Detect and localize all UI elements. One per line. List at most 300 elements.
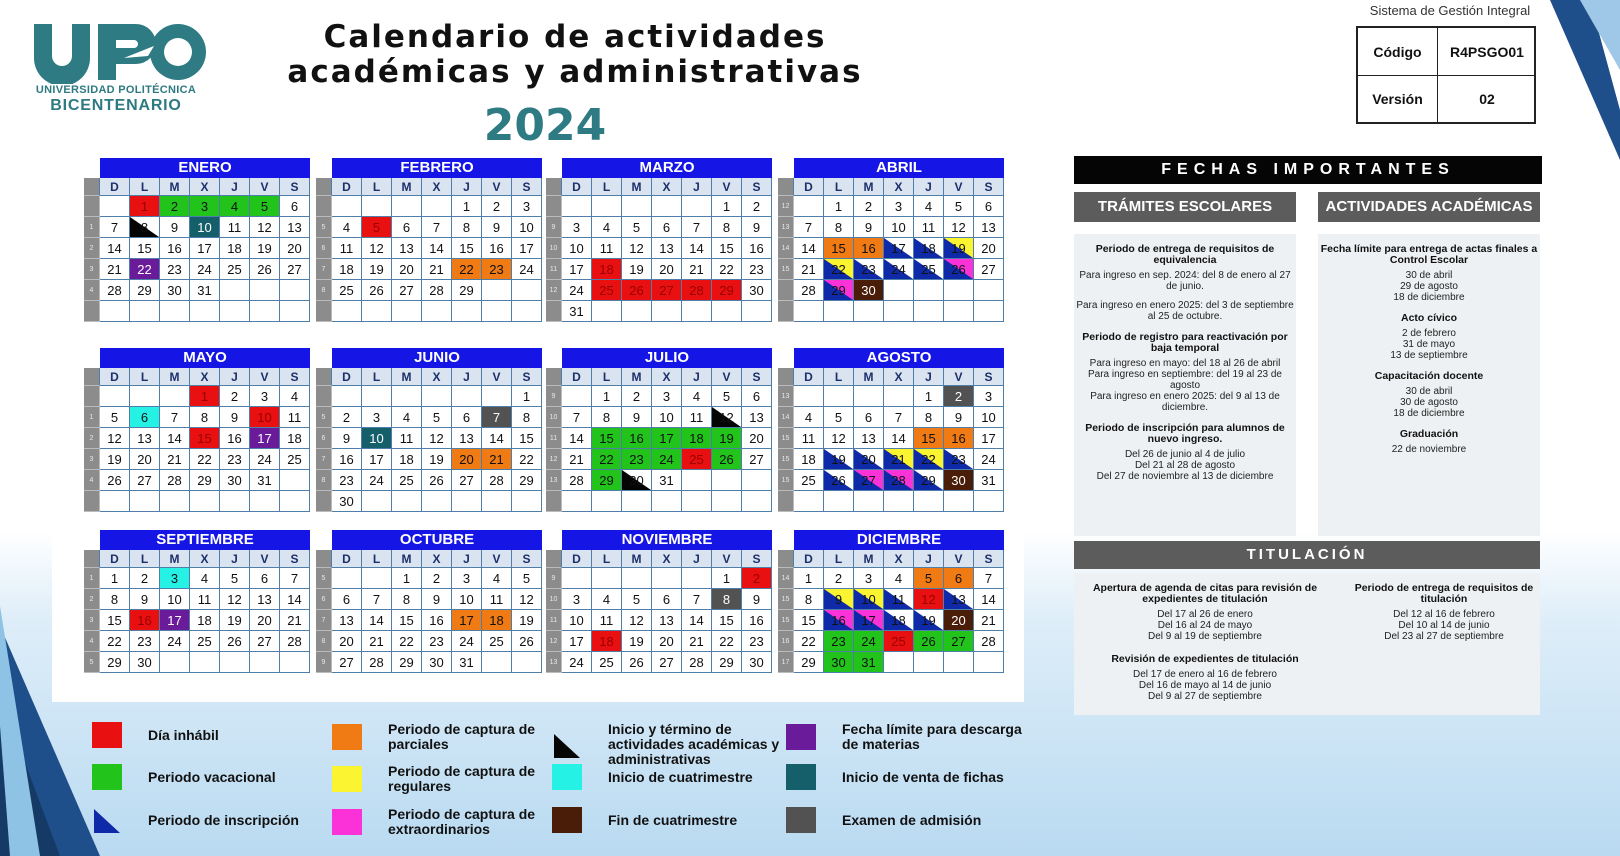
calendar-empty-cell <box>794 386 824 407</box>
day-number: 10 <box>459 591 474 607</box>
calendar-day <box>824 470 854 491</box>
titulacion-header: TITULACIÓN <box>1074 541 1540 569</box>
month-title: DICIEMBRE <box>794 530 1004 550</box>
calendar-day <box>422 217 452 238</box>
day-number: 7 <box>692 219 701 235</box>
day-number: 8 <box>200 409 209 425</box>
calendar-day <box>280 428 310 449</box>
calendar-day <box>742 449 772 470</box>
calendar-day <box>160 568 190 589</box>
calendar-day <box>130 589 160 610</box>
weekday-header: S <box>742 368 772 386</box>
entry-line: 22 de noviembre <box>1391 444 1467 455</box>
calendar-day <box>160 631 190 652</box>
tramites-header: TRÁMITES ESCOLARES <box>1074 192 1296 222</box>
day-number: 21 <box>429 261 444 277</box>
calendar-day <box>712 568 742 589</box>
day-number: 28 <box>981 633 996 649</box>
day-number: 18 <box>599 633 614 649</box>
calendar-day <box>622 259 652 280</box>
day-number: 28 <box>489 472 504 488</box>
day-number: 4 <box>602 219 611 235</box>
week-number: 5 <box>84 652 100 673</box>
calendar-day <box>742 610 772 631</box>
day-number: 9 <box>954 409 963 425</box>
calendar-empty-cell <box>652 301 682 322</box>
day-number: 3 <box>200 198 209 214</box>
legend-label: Examen de admisión <box>842 811 982 828</box>
weekday-header: D <box>100 368 130 386</box>
calendar-day <box>452 568 482 589</box>
month-enero <box>84 158 310 322</box>
calendar-day <box>452 407 482 428</box>
day-number: 27 <box>257 633 272 649</box>
week-number: 8 <box>316 631 332 652</box>
calendar-day <box>652 470 682 491</box>
calendar-day <box>712 610 742 631</box>
calendar-day <box>854 259 884 280</box>
calendar-day <box>944 610 974 631</box>
calendar-day <box>482 470 512 491</box>
week-number-header <box>546 550 562 568</box>
day-number: 2 <box>492 198 501 214</box>
day-number: 11 <box>227 219 242 235</box>
calendar-empty-cell <box>914 280 944 301</box>
calendar-day <box>742 589 772 610</box>
day-number: 2 <box>632 388 641 404</box>
calendar-day <box>592 238 622 259</box>
calendar-day <box>220 238 250 259</box>
calendar-empty-cell <box>280 280 310 301</box>
day-number: 13 <box>749 409 764 425</box>
day-number: 11 <box>921 219 936 235</box>
calendar-day <box>944 470 974 491</box>
day-number: 9 <box>632 409 641 425</box>
weekday-header: L <box>824 178 854 196</box>
week-number: 10 <box>546 407 562 428</box>
month-agosto <box>778 348 1004 512</box>
calendar-day <box>130 449 160 470</box>
calendar-empty-cell <box>794 196 824 217</box>
calendar-day <box>512 238 542 259</box>
calendar-day <box>160 589 190 610</box>
calendar-day <box>854 407 884 428</box>
day-number: 31 <box>981 472 996 488</box>
week-number: 16 <box>778 631 794 652</box>
calendar-day <box>482 610 512 631</box>
week-number: 7 <box>316 449 332 470</box>
weekday-header: S <box>280 178 310 196</box>
calendar-day <box>824 217 854 238</box>
calendar-empty-cell <box>190 301 220 322</box>
calendar-day <box>130 652 160 673</box>
month-title: FEBRERO <box>332 158 542 178</box>
weekday-header: M <box>854 368 884 386</box>
day-number: 4 <box>290 388 299 404</box>
day-number: 6 <box>462 409 471 425</box>
day-number: 9 <box>170 219 179 235</box>
week-number: 4 <box>84 280 100 301</box>
calendar-day <box>512 610 542 631</box>
day-number: 20 <box>339 633 354 649</box>
calendar-day <box>220 407 250 428</box>
day-number: 13 <box>399 240 414 256</box>
day-number: 2 <box>342 409 351 425</box>
week-number <box>778 301 794 322</box>
weekday-header: J <box>220 550 250 568</box>
calendar-day <box>742 217 772 238</box>
calendar-empty-cell <box>712 301 742 322</box>
calendar-day <box>854 589 884 610</box>
weekday-header: V <box>712 368 742 386</box>
day-number: 19 <box>257 240 272 256</box>
day-number: 23 <box>167 261 182 277</box>
calendar-day <box>482 196 512 217</box>
day-number: 26 <box>921 633 936 649</box>
week-number: 17 <box>778 652 794 673</box>
week-number: 1 <box>84 407 100 428</box>
day-number: 5 <box>722 388 731 404</box>
day-number: 20 <box>861 451 876 467</box>
month-title: JULIO <box>562 348 772 368</box>
calendar-day <box>220 631 250 652</box>
calendar-empty-cell <box>130 491 160 512</box>
weekday-header: V <box>944 550 974 568</box>
calendar-day <box>794 407 824 428</box>
day-number: 28 <box>801 282 816 298</box>
calendar-day <box>362 449 392 470</box>
calendar-empty-cell <box>362 491 392 512</box>
day-number: 5 <box>632 219 641 235</box>
day-number: 15 <box>719 240 734 256</box>
calendar-day <box>332 491 362 512</box>
legend-item-regulares <box>332 764 578 794</box>
calendar-empty-cell <box>160 491 190 512</box>
calendar-empty-cell <box>332 301 362 322</box>
weekday-header: J <box>914 550 944 568</box>
week-number: 15 <box>778 589 794 610</box>
calendar-day <box>130 196 160 217</box>
calendar-day <box>742 196 772 217</box>
day-number: 28 <box>429 282 444 298</box>
day-number: 1 <box>462 198 471 214</box>
calendar-day <box>392 428 422 449</box>
day-number: 22 <box>459 261 474 277</box>
title-line2: académicas y administrativas <box>287 54 863 90</box>
day-number: 20 <box>749 430 764 446</box>
week-number <box>316 491 332 512</box>
calendar-day <box>944 238 974 259</box>
day-number: 21 <box>167 451 182 467</box>
calendar-day <box>160 217 190 238</box>
month-title: ENERO <box>100 158 310 178</box>
calendar-day <box>220 470 250 491</box>
upb-logo-icon <box>28 18 208 84</box>
day-number: 4 <box>804 409 813 425</box>
calendar-day <box>220 196 250 217</box>
day-number: 5 <box>632 591 641 607</box>
week-number: 8 <box>316 280 332 301</box>
academicas-list <box>1318 244 1540 455</box>
weekday-header: M <box>622 178 652 196</box>
day-number: 7 <box>572 409 581 425</box>
month-title: AGOSTO <box>794 348 1004 368</box>
weekday-header: J <box>452 178 482 196</box>
day-number: 16 <box>429 612 444 628</box>
day-number: 21 <box>569 451 584 467</box>
calendar-day <box>974 259 1004 280</box>
day-number: 25 <box>489 633 504 649</box>
calendar-day <box>160 610 190 631</box>
day-number: 30 <box>951 472 966 488</box>
legend-item-admision <box>786 807 1032 833</box>
calendar-day <box>280 386 310 407</box>
weekday-header: X <box>652 178 682 196</box>
day-number: 16 <box>629 430 644 446</box>
day-number: 22 <box>831 261 846 277</box>
day-number: 11 <box>339 240 354 256</box>
day-number: 21 <box>287 612 302 628</box>
calendar-day <box>452 589 482 610</box>
day-number: 18 <box>197 612 212 628</box>
day-number: 14 <box>569 430 584 446</box>
day-number: 15 <box>137 240 152 256</box>
day-number: 21 <box>107 261 122 277</box>
day-number: 16 <box>137 612 152 628</box>
weekday-header: D <box>100 178 130 196</box>
calendar-empty-cell <box>622 301 652 322</box>
month-title: MARZO <box>562 158 772 178</box>
day-number: 22 <box>599 451 614 467</box>
day-number: 15 <box>921 430 936 446</box>
weekday-header: V <box>250 178 280 196</box>
day-number: 1 <box>602 388 611 404</box>
day-number: 18 <box>891 612 906 628</box>
day-number: 23 <box>951 451 966 467</box>
entry-line <box>1074 292 1296 300</box>
day-number: 2 <box>954 388 963 404</box>
calendar-day <box>280 238 310 259</box>
day-number: 4 <box>894 570 903 586</box>
week-number <box>316 386 332 407</box>
calendar-day <box>914 386 944 407</box>
day-number: 11 <box>287 409 302 425</box>
calendar-empty-cell <box>452 491 482 512</box>
day-number: 1 <box>200 388 209 404</box>
entry-heading: Periodo de entrega de requisitos de equivalencia <box>1095 243 1275 266</box>
calendar-day <box>100 610 130 631</box>
day-number: 19 <box>369 261 384 277</box>
day-number: 29 <box>801 654 816 670</box>
calendar-day <box>220 449 250 470</box>
calendar-day <box>482 449 512 470</box>
day-number: 12 <box>429 430 444 446</box>
day-number: 25 <box>287 451 302 467</box>
calendar-day <box>220 259 250 280</box>
calendar-day <box>622 407 652 428</box>
calendar-empty-cell <box>392 301 422 322</box>
calendar-day <box>974 238 1004 259</box>
day-number: 30 <box>137 654 152 670</box>
day-number: 9 <box>492 219 501 235</box>
day-number: 18 <box>287 430 302 446</box>
entry-line: Para ingreso en sep. 2024: del 8 de enero al 27 de junio. <box>1079 270 1291 292</box>
calendar-day <box>332 217 362 238</box>
calendar-day <box>712 652 742 673</box>
calendar-day <box>682 449 712 470</box>
calendar-day <box>452 652 482 673</box>
day-number: 1 <box>522 388 531 404</box>
calendar-day <box>250 386 280 407</box>
calendar-day <box>250 407 280 428</box>
calendar-day <box>712 196 742 217</box>
day-number: 15 <box>399 612 414 628</box>
calendar-day <box>592 386 622 407</box>
calendar-day <box>854 217 884 238</box>
calendar-day <box>824 610 854 631</box>
calendar-day <box>824 568 854 589</box>
legend-label: Periodo vacacional <box>148 768 276 785</box>
weekday-header: S <box>742 550 772 568</box>
day-number: 30 <box>227 472 242 488</box>
logo-text-line2: BICENTENARIO <box>50 97 182 114</box>
entry-line: Del 16 de mayo al 14 de junio <box>1138 680 1272 691</box>
calendar-day <box>280 259 310 280</box>
calendar-day <box>682 631 712 652</box>
day-number: 20 <box>137 451 152 467</box>
calendar-empty-cell <box>562 196 592 217</box>
day-number: 26 <box>719 451 734 467</box>
day-number: 13 <box>861 430 876 446</box>
calendar-day <box>884 568 914 589</box>
weekday-header: M <box>854 178 884 196</box>
weekday-header: M <box>854 550 884 568</box>
calendar-empty-cell <box>884 280 914 301</box>
day-number: 16 <box>749 240 764 256</box>
day-number: 31 <box>197 282 212 298</box>
calendar-day <box>884 610 914 631</box>
day-number: 12 <box>629 240 644 256</box>
day-number: 29 <box>719 282 734 298</box>
entry-line: Para ingreso en mayo: del 18 al 26 de abril <box>1089 358 1281 369</box>
day-number: 25 <box>689 451 704 467</box>
legend-swatch <box>92 764 122 790</box>
day-number: 18 <box>689 430 704 446</box>
corner-decoration <box>1530 0 1620 160</box>
calendar-day <box>280 407 310 428</box>
month-febrero <box>316 158 542 322</box>
day-number: 26 <box>369 282 384 298</box>
legend-swatch <box>332 809 362 835</box>
calendar-day <box>482 259 512 280</box>
calendar-day <box>742 428 772 449</box>
calendar-day <box>592 407 622 428</box>
entry-line: Del 21 al 28 de agosto <box>1134 460 1236 471</box>
version-label: Versión <box>1358 76 1438 122</box>
day-number: 14 <box>167 430 182 446</box>
calendar-day <box>160 449 190 470</box>
weekday-header: M <box>622 368 652 386</box>
calendar-day <box>682 386 712 407</box>
calendar-day <box>130 470 160 491</box>
day-number: 24 <box>891 261 906 277</box>
month-noviembre <box>546 530 772 673</box>
entry-line: 2 de febrero <box>1402 328 1456 339</box>
calendar-day <box>854 652 884 673</box>
calendar-day <box>160 428 190 449</box>
legend-swatch <box>92 722 122 748</box>
calendar-day <box>944 259 974 280</box>
day-number: 30 <box>167 282 182 298</box>
weekday-header: X <box>884 178 914 196</box>
day-number: 19 <box>629 261 644 277</box>
calendar-empty-cell <box>482 301 512 322</box>
day-number: 16 <box>489 240 504 256</box>
calendar-day <box>974 196 1004 217</box>
day-number: 22 <box>719 261 734 277</box>
entry-line: 30 de agosto <box>1400 397 1458 408</box>
important-entry <box>1318 429 1540 455</box>
calendar-empty-cell <box>280 652 310 673</box>
week-number <box>778 280 794 301</box>
day-number: 9 <box>752 219 761 235</box>
weekday-header: V <box>712 550 742 568</box>
calendar-empty-cell <box>482 280 512 301</box>
day-number: 12 <box>257 219 272 235</box>
day-number: 23 <box>227 451 242 467</box>
weekday-header: M <box>392 368 422 386</box>
day-number: 9 <box>752 591 761 607</box>
calendar-day <box>482 238 512 259</box>
day-number: 20 <box>951 612 966 628</box>
day-number: 16 <box>831 612 846 628</box>
day-number: 23 <box>861 261 876 277</box>
day-number: 21 <box>369 633 384 649</box>
calendar-empty-cell <box>250 652 280 673</box>
calendar-day <box>884 631 914 652</box>
month-junio <box>316 348 542 512</box>
legend-swatch <box>786 807 816 833</box>
month-octubre <box>316 530 542 673</box>
day-number: 9 <box>432 591 441 607</box>
day-number: 7 <box>984 570 993 586</box>
calendar-empty-cell <box>422 196 452 217</box>
day-number: 1 <box>110 570 119 586</box>
calendar-day <box>794 449 824 470</box>
calendar-empty-cell <box>884 491 914 512</box>
day-number: 6 <box>662 219 671 235</box>
calendar-day <box>824 238 854 259</box>
day-number: 11 <box>891 591 906 607</box>
week-number: 1 <box>84 568 100 589</box>
day-number: 23 <box>429 633 444 649</box>
month-title: SEPTIEMBRE <box>100 530 310 550</box>
calendar-empty-cell <box>682 301 712 322</box>
calendar-day <box>100 407 130 428</box>
day-number: 9 <box>834 591 843 607</box>
day-number: 6 <box>752 388 761 404</box>
calendar-day <box>512 449 542 470</box>
calendar-day <box>794 280 824 301</box>
calendar-day <box>794 589 824 610</box>
calendar-day <box>592 589 622 610</box>
tramites-list <box>1074 244 1296 482</box>
day-number: 25 <box>801 472 816 488</box>
day-number: 7 <box>432 219 441 235</box>
calendar-day <box>100 428 130 449</box>
calendar-day <box>712 407 742 428</box>
calendar-day <box>250 470 280 491</box>
